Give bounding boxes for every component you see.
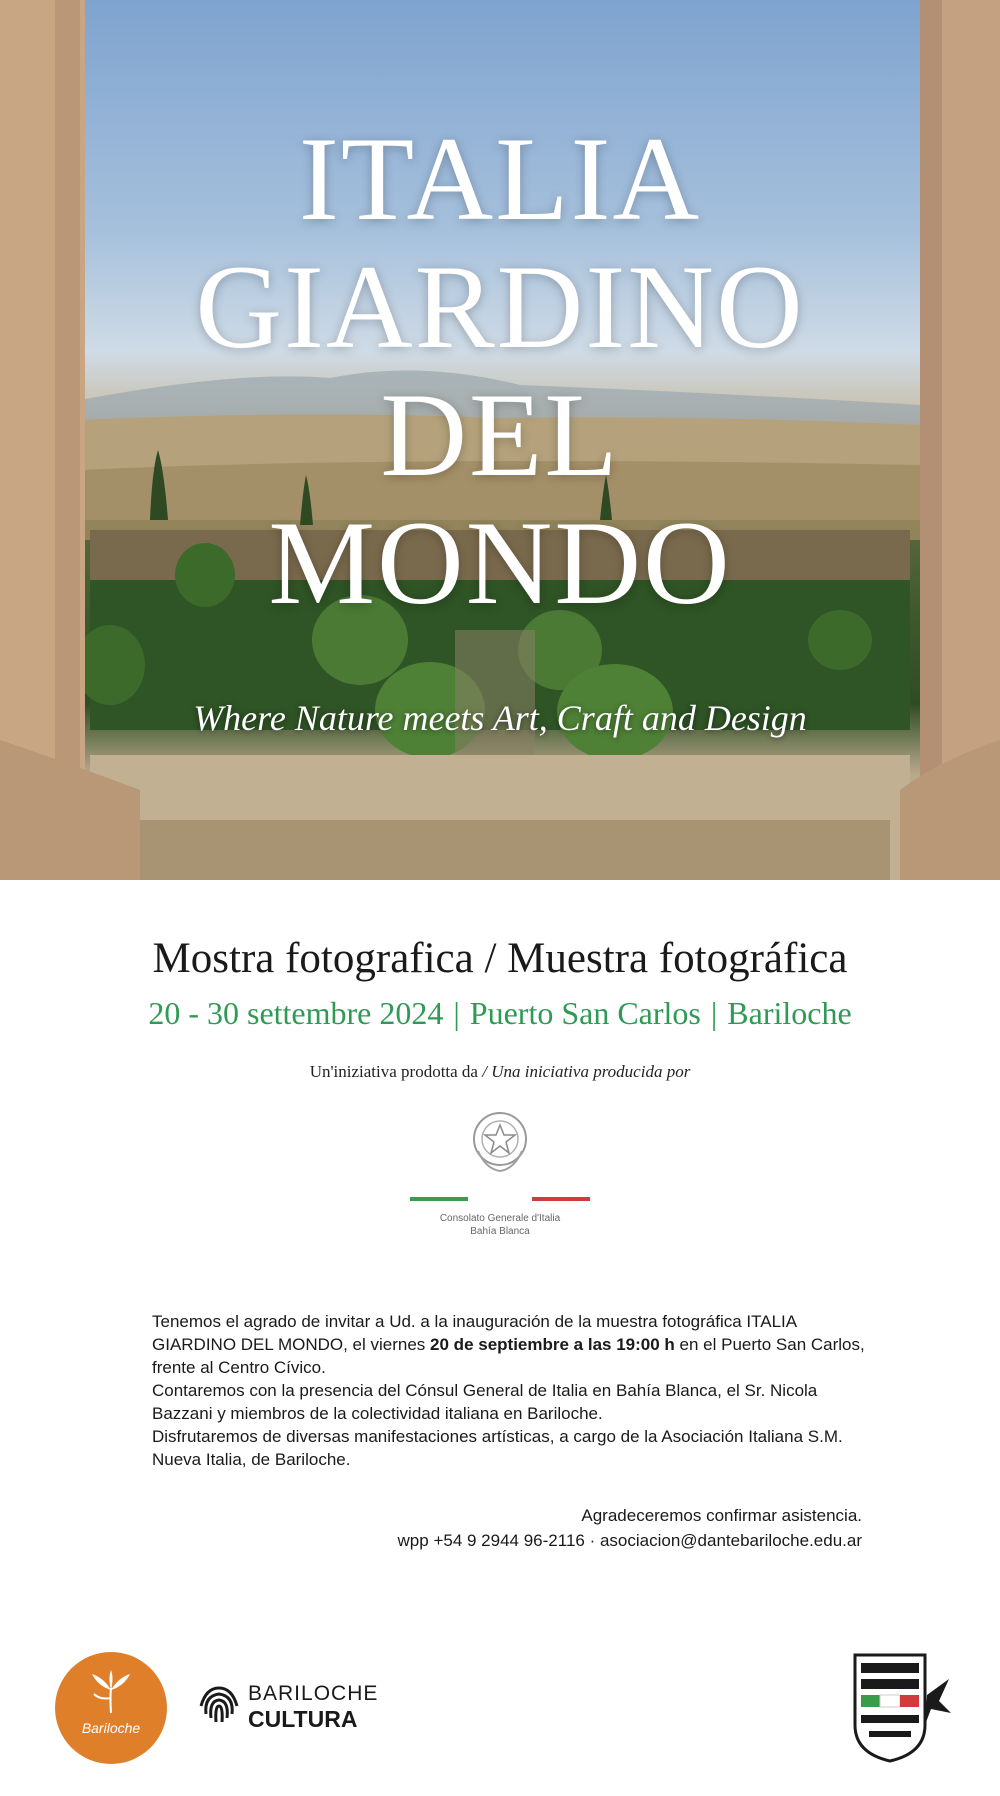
consulate-name-line: Bahía Blanca [470,1226,530,1237]
hero-photo [0,0,1000,880]
hero-title-line: DEL [380,368,620,501]
invitation-text-segment: en el Puerto San Carlos, frente al Centro Cívico. [152,1335,865,1377]
consulate-name [400,1212,600,1238]
lily-flower-icon [86,1668,136,1718]
event-city: Bariloche [727,995,852,1031]
fingerprint-icon [198,1684,240,1730]
event-details [0,995,1000,1032]
hero-title-line: ITALIA [298,112,702,245]
separator: | [453,995,460,1031]
event-dates: 20 - 30 settembre 2024 [148,995,444,1031]
asociacion-shield-icon [845,1645,955,1765]
initiative-label-es: / Una iniciativa producida por [482,1062,691,1081]
cultura-logo-line2: CULTURA [248,1706,358,1732]
event-venue: Puerto San Carlos [469,995,701,1031]
event-title: Mostra fotografica / Muestra fotográfica [152,935,848,982]
separator: | [710,995,718,1031]
initiative-label-it: Un'iniziativa prodotta da [309,1062,478,1081]
italian-flag-line [410,1197,590,1201]
event-datetime-bold: 20 de septiembre a las 19:00 h [430,1335,675,1354]
hero-title-line: MONDO [268,496,732,629]
rsvp-line: Agradeceremos confirmar asistencia. [581,1506,862,1525]
hero-title-line: GIARDINO [195,240,805,373]
bariloche-municipality-logo [55,1652,167,1764]
hero-subtitle: Where Nature meets Art, Craft and Design [193,698,807,738]
bariloche-logo-label: Bariloche [81,1720,141,1736]
flag-green-stripe [410,1197,468,1201]
invitation-paragraph: Contaremos con la presencia del Cónsul General de Italia en Bahía Blanca, el Sr. Nicola Bazzani y miembros de la colectividad italiana en Bariloche. [152,1381,818,1423]
consulate-logo [400,1105,600,1245]
flag-red-stripe [532,1197,590,1201]
rsvp-block [398,1503,862,1553]
invitation-paragraph [152,1310,872,1379]
invitation-text [152,1310,872,1471]
invitation-paragraph: Disfrutaremos de diversas manifestaciones artísticas, a cargo de la Asociación Italiana S.M. Nueva Italia, de Bariloche. [152,1427,843,1469]
cultura-logo-line1: BARILOCHE [248,1682,379,1705]
consulate-emblem-icon [466,1105,534,1177]
invitation-text-segment: Tenemos el agrado de invitar a Ud. a la inauguración de la muestra fotográfica ITALIA GIARDINO DEL MONDO, el viernes [152,1312,797,1354]
consulate-name-line: Consolato Generale d'Italia [439,1213,561,1224]
hero-title [0,112,1000,629]
initiative-line [0,1062,1000,1082]
rsvp-contact: wpp +54 9 2944 96-2116 · asociacion@dantebariloche.edu.ar [397,1531,862,1550]
